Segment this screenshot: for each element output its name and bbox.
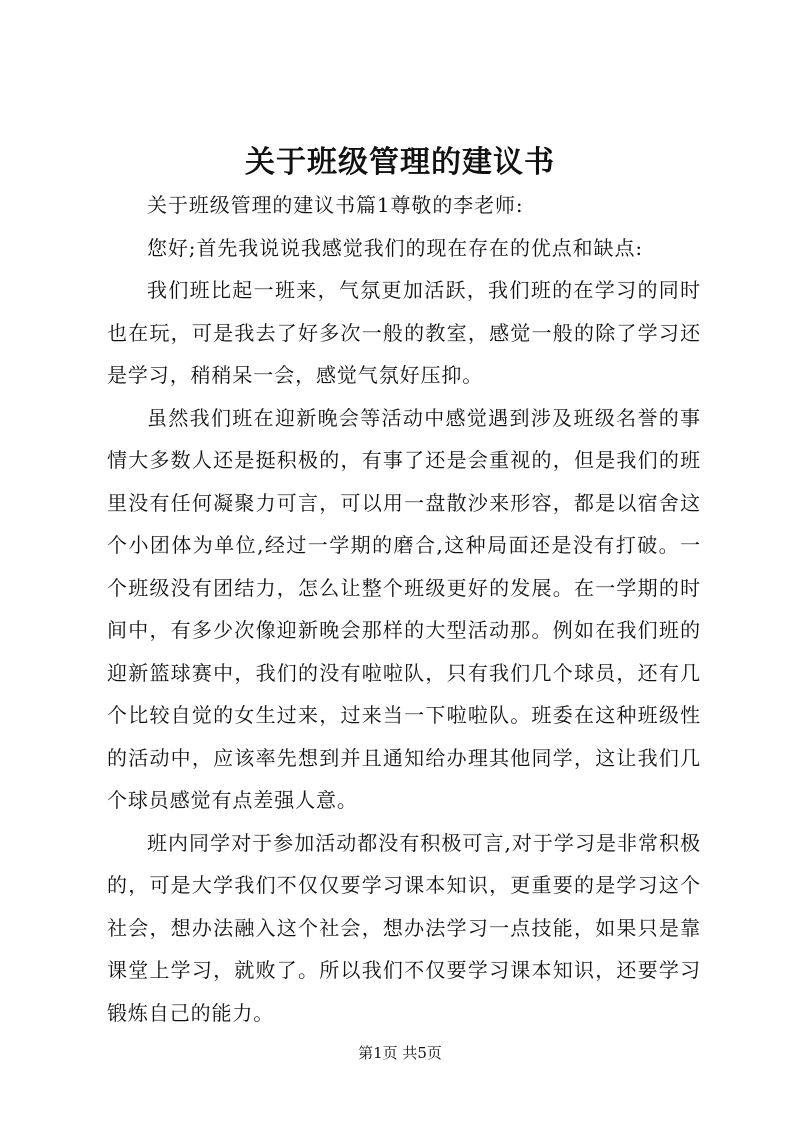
paragraph-intro: 您好;首先我说说我感觉我们的现在存在的优点和缺点: (147, 235, 643, 260)
document-body (107, 184, 701, 1034)
paragraph-learning-ability: 班内同学对于参加活动都没有积极可言,对于学习是非常积极的，可是大学我们不仅仅要学习课本知识，更重要的是学习这个社会，想办法融入这个社会，想办法学习一点技能，如果只是靠课堂上学习，就败了。所以我们不仅要学习课本知识，还要学习锻炼自己的能力。 (107, 830, 701, 1025)
paragraph-class-cohesion: 虽然我们班在迎新晚会等活动中感觉遇到涉及班级名誉的事情大多数人还是挺积极的，有事了还是会重视的，但是我们的班里没有任何凝聚力可言，可以用一盘散沙来形容，都是以宿舍这个小团体为单位,经过一学期的磨合,这种局面还是没有打破。一个班级没有团结力，怎么让整个班级更好的发展。在一学期的时间中，有多少次像迎新晚会那样的大型活动那。例如在我们班的迎新篮球赛中，我们的没有啦啦队，只有我们几个球员，还有几个比较自觉的女生过来，过来当一下啦啦队。班委在这种班级性的活动中，应该率先想到并且通知给办理其他同学，这让我们几个球员感觉有点差强人意。 (107, 405, 701, 812)
page-number-footer: 第1页 共5页 (358, 1044, 442, 1062)
paragraph-greeting-heading: 关于班级管理的建议书篇1尊敬的李老师: (147, 193, 524, 217)
document-title: 关于班级管理的建议书 (245, 145, 555, 180)
paragraph-class-atmosphere: 我们班比起一班来，气氛更加活跃，我们班的在学习的同时也在玩，可是我去了好多次一般的教室，感觉一般的除了学习还是学习，稍稍呆一会，感觉气氛好压抑。 (107, 278, 701, 387)
